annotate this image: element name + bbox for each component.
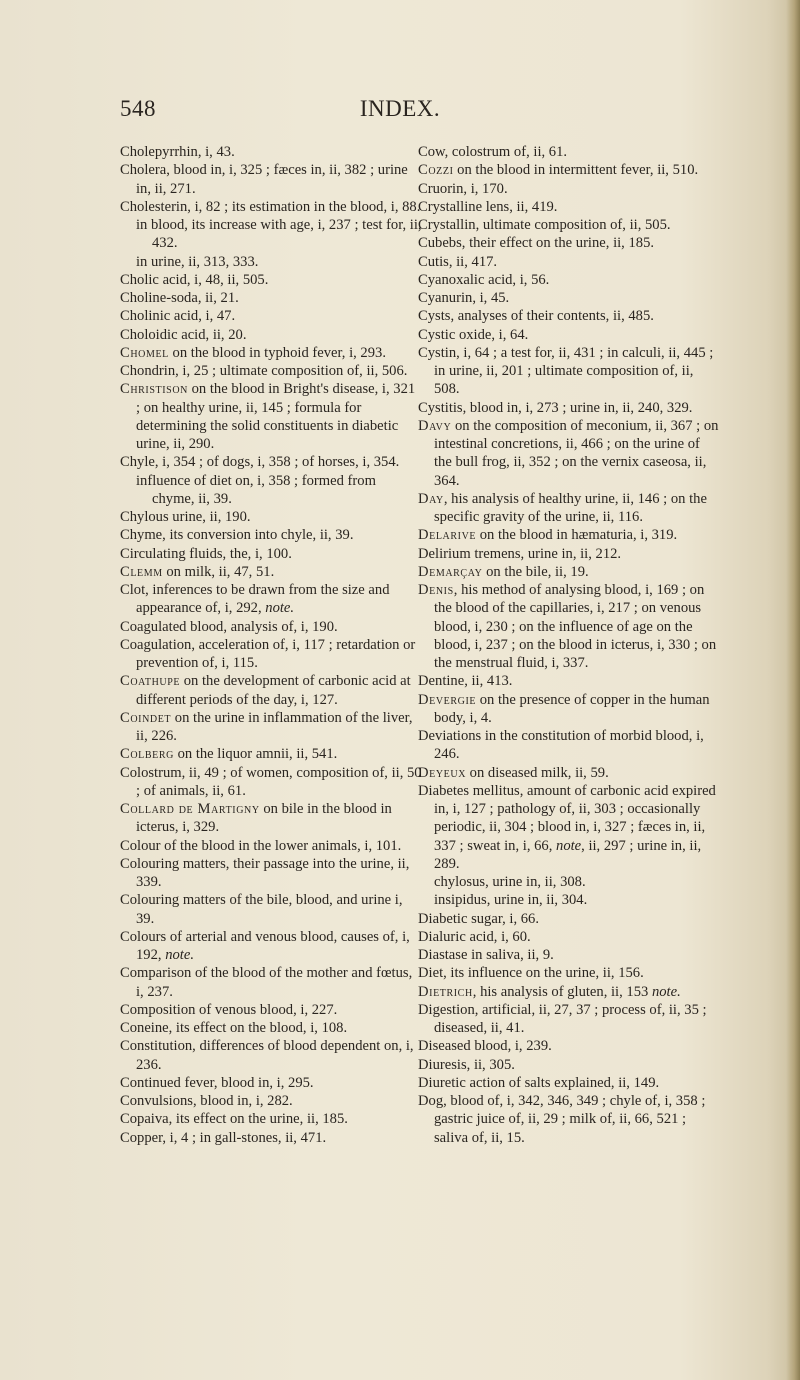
index-entry [418,1092,720,1147]
entry-text: on the blood in hæmaturia, i, 319. [476,527,678,544]
entry-text: Cyanurin, i, 45. [418,290,510,306]
entry-text: Cholera, blood in, i, 325 ; fæces in, ii, 382 ; urine in, ii, 271. [120,162,408,197]
entry-text: Chondrin, i, 25 ; ultimate composition of, ii, 506. [120,363,408,379]
entry-text: , his analysis of healthy urine, ii, 146 ; on the specific gravity of the urine, ii, 116. [434,490,707,525]
entry-text: Chyme, its conversion into chyle, ii, 39. [120,527,354,544]
index-entry [120,453,422,471]
index-entry [418,964,720,982]
entry-text: Chyle, i, 354 ; of dogs, i, 358 ; of horses, i, 354. [120,454,400,471]
index-entry [120,928,422,965]
entry-text: Cubebs, their effect on the urine, ii, 185. [418,235,655,252]
entry-text: Cyanoxalic acid, i, 56. [418,271,550,288]
index-entry [120,1001,422,1019]
author-name: Denis [418,582,454,598]
entry-text: Comparison of the blood of the mother and fœtus, i, 237. [120,965,413,1000]
index-entry [120,143,422,161]
entry-text: Diseased blood, i, 239. [418,1038,552,1055]
author-name: Clemm [120,563,163,580]
index-entry [120,581,422,618]
entry-text: Cystin, i, 64 ; a test for, ii, 431 ; in calculi, ii, 445 ; in urine, ii, 201 ; ultimate composition of, ii, 508. [418,344,714,398]
index-entry [418,344,720,399]
index-entry [120,745,422,763]
entry-text: on the bile, ii, 19. [482,563,589,580]
entry-text: Colostrum, ii, 49 ; of women, composition of, ii, 50 ; of animals, ii, 61. [120,764,422,799]
index-entry [120,307,422,325]
entry-text: Constitution, differences of blood dependent on, i, 236. [120,1038,414,1073]
index-entry [120,563,422,581]
index-column-right [418,143,720,1147]
index-entry [418,234,720,252]
entry-note: note. [651,983,681,1000]
index-entry [418,581,720,672]
entry-text: Crystalline lens, ii, 419. [418,198,558,215]
index-entry [120,618,422,636]
entry-text-tail: , ii, 297 ; urine in, ii, 289. [434,837,702,872]
entry-text: Cysts, analyses of their contents, ii, 485. [418,308,654,325]
author-name: Colberg [120,746,174,763]
index-entry [120,1037,422,1074]
entry-text: Coneine, its effect on the blood, i, 108. [120,1020,348,1036]
entry-text: Cystic oxide, i, 64. [418,326,529,343]
index-entry [418,143,720,161]
index-entry [418,928,720,946]
entry-text: in blood, its increase with age, i, 237 ; test for, ii, 432. [136,217,422,252]
index-entry [418,983,720,1001]
page-title: INDEX. [359,96,441,121]
entry-text: Composition of venous blood, i, 227. [120,1001,338,1018]
index-entry [418,490,720,527]
entry-text: Choloidic acid, ii, 20. [120,326,247,343]
entry-text: Dentine, ii, 413. [418,673,513,690]
entry-text: influence of diet on, i, 358 ; formed from chyme, ii, 39. [136,472,376,507]
entry-text: in urine, ii, 313, 333. [136,253,259,270]
index-entry [120,289,422,307]
entry-text: Cruorin, i, 170. [418,180,508,197]
author-name: Delarive [418,527,477,544]
entry-text: Cholinic acid, i, 47. [120,308,236,325]
index-entry [120,709,422,746]
author-name: Chomel [120,344,169,361]
entry-text: on bile in the blood in icterus, i, 329. [136,801,392,836]
index-subentry [120,472,422,509]
index-entry [120,271,422,289]
entry-text: chylosus, urine in, ii, 308. [434,874,586,890]
index-entry [418,417,720,490]
entry-text: Colouring matters, their passage into the urine, ii, 339. [120,855,410,890]
index-entry [418,946,720,964]
entry-text: on milk, ii, 47, 51. [162,563,275,580]
index-entry [418,289,720,307]
entry-text: Cow, colostrum of, ii, 61. [418,144,568,160]
entry-text: on the composition of meconium, ii, 367 ; on intestinal concretions, ii, 466 ; on the urine of the bull frog, ii, 352 ; on the vernix caseosa, ii, 364. [434,417,719,489]
index-entry [120,380,422,453]
page-number: 548 [120,96,156,121]
entry-text: Coagulated blood, analysis of, i, 190. [120,618,338,635]
index-entry [418,1037,720,1055]
index-entry [418,198,720,216]
entry-text: Diet, its influence on the urine, ii, 156. [418,965,644,982]
index-entry [418,545,720,563]
entry-text: Colouring matters of the bile, blood, and urine i, 39. [120,892,403,927]
entry-text: Cystitis, blood in, i, 273 ; urine in, ii, 240, 329. [418,399,693,416]
entry-text: Coagulation, acceleration of, i, 117 ; retardation or prevention of, i, 115. [120,636,416,671]
index-entry [120,545,422,563]
entry-text: on the development of carbonic acid at different periods of the day, i, 127. [136,673,411,708]
entry-text: Circulating fluids, the, i, 100. [120,545,292,562]
entry-text: Digestion, artificial, ii, 27, 37 ; process of, ii, 35 ; diseased, ii, 41. [418,1001,707,1036]
index-entry [120,344,422,362]
entry-text: Diastase in saliva, ii, 9. [418,947,554,963]
index-entry [418,1074,720,1092]
entry-text: Chylous urine, ii, 190. [120,509,251,525]
index-entry [120,198,422,216]
index-entry [120,526,422,544]
author-name: Coathupe [120,673,181,690]
index-entry [120,362,422,380]
index-entry [418,910,720,928]
index-subentry [120,216,422,253]
entry-text: on the blood in intermittent fever, ii, 510. [453,162,699,179]
entry-text: Colour of the blood in the lower animals, i, 101. [120,837,402,854]
index-entry [120,508,422,526]
entry-text: Dialuric acid, i, 60. [418,928,531,945]
index-entry [120,161,422,198]
index-entry [418,326,720,344]
entry-text: Dog, blood of, i, 342, 346, 349 ; chyle of, i, 358 ; gastric juice of, ii, 29 ; milk of, ii, 66, 521 ; saliva of, ii, 15. [418,1093,706,1146]
author-name: Collard de Martigny [120,801,260,817]
index-subentry [418,873,720,891]
entry-text: Clot, inferences to be drawn from the size and appearance of, i, 292, [120,582,390,617]
index-entry [418,216,720,234]
index-entry [120,1110,422,1128]
index-column-left [120,143,422,1147]
page-edge-shadow [786,0,800,1380]
entry-note: note. [265,600,295,617]
index-entry [120,855,422,892]
index-entry [120,672,422,709]
entry-text: Diabetes mellitus, amount of carbonic acid expired in, i, 127 ; pathology of, ii, 303 ; occasionally periodic, ii, 304 ; blood in, i, 327 ; fæces in, ii, 337 ; sweat in, i, 66, [418,782,716,854]
author-name: Davy [418,417,452,434]
author-name: Demarçay [418,563,483,580]
index-subentry [418,891,720,909]
entry-text: on the presence of copper in the human body, i, 4. [434,691,710,726]
index-entry [120,1092,422,1110]
entry-text: Colours of arterial and venous blood, causes of, i, 192, [120,928,410,963]
entry-note: note [556,837,582,854]
entry-text: on the blood in typhoid fever, i, 293. [168,344,386,361]
index-entry [120,800,422,837]
index-entry [418,691,720,728]
entry-text: Cholepyrrhin, i, 43. [120,144,235,160]
entry-text: Delirium tremens, urine in, ii, 212. [418,545,622,562]
index-entry [418,563,720,581]
entry-text: on the liquor amnii, ii, 541. [173,746,338,763]
index-entry [418,526,720,544]
entry-text: Continued fever, blood in, i, 295. [120,1074,314,1091]
author-name: Devergie [418,691,477,708]
entry-text: insipidus, urine in, ii, 304. [434,892,588,909]
index-entry [418,180,720,198]
index-subentry [120,253,422,271]
index-entry [120,764,422,801]
entry-text: Cholesterin, i, 82 ; its estimation in the blood, i, 88. [120,198,421,215]
entry-text: Convulsions, blood in, i, 282. [120,1093,293,1109]
author-name: Dietrich [418,983,473,1000]
entry-text: , his method of analysing blood, i, 169 ; on the blood of the capillaries, i, 217 ; on venous blood, i, 230 ; on the influence of age on the blood, i, 237 ; on the blood in icterus, i, 330 ; on the menstrual fluid, i, 337. [434,582,717,671]
index-entry [418,1056,720,1074]
entry-text: Crystallin, ultimate composition of, ii, 505. [418,217,671,233]
index-entry [418,1001,720,1038]
entry-text: Diabetic sugar, i, 66. [418,910,539,927]
index-entry [120,326,422,344]
entry-text: Cholic acid, i, 48, ii, 505. [120,271,269,288]
author-name: Deyeux [418,764,467,781]
index-entry [418,672,720,690]
entry-text: on the blood in Bright's disease, i, 321 ; on healthy urine, ii, 145 ; formula for determining the solid constituents in diabetic urine, ii, 290. [136,381,416,452]
entry-note: note. [165,947,194,963]
index-entry [120,1074,422,1092]
index-entry [418,764,720,782]
index-entry [418,399,720,417]
author-name: Day [418,490,444,507]
entry-text: Cutis, ii, 417. [418,253,498,270]
entry-text: Copper, i, 4 ; in gall-stones, ii, 471. [120,1129,327,1146]
index-entry [418,271,720,289]
entry-text: Copaiva, its effect on the urine, ii, 185. [120,1111,348,1128]
index-entry [418,307,720,325]
entry-text: Diuresis, ii, 305. [418,1056,515,1073]
entry-text: , his analysis of gluten, ii, 153 [472,983,652,1000]
index-entry [418,253,720,271]
entry-text: Choline-soda, ii, 21. [120,290,239,306]
index-entry [418,727,720,764]
index-entry [120,964,422,1001]
entry-text: on the urine in inflammation of the liver, ii, 226. [136,709,413,744]
entry-text: on diseased milk, ii, 59. [466,764,609,781]
index-entry [418,161,720,179]
entry-text: Diuretic action of salts explained, ii, 149. [418,1074,660,1091]
index-entry [418,782,720,873]
index-entry [120,837,422,855]
page-header [120,96,680,136]
author-name: Christison [120,381,188,398]
index-entry [120,891,422,928]
author-name: Cozzi [418,162,454,179]
index-entry [120,636,422,673]
entry-text: Deviations in the constitution of morbid blood, i, 246. [418,728,704,763]
index-entry [120,1019,422,1037]
index-entry [120,1129,422,1147]
author-name: Coindet [120,709,172,726]
